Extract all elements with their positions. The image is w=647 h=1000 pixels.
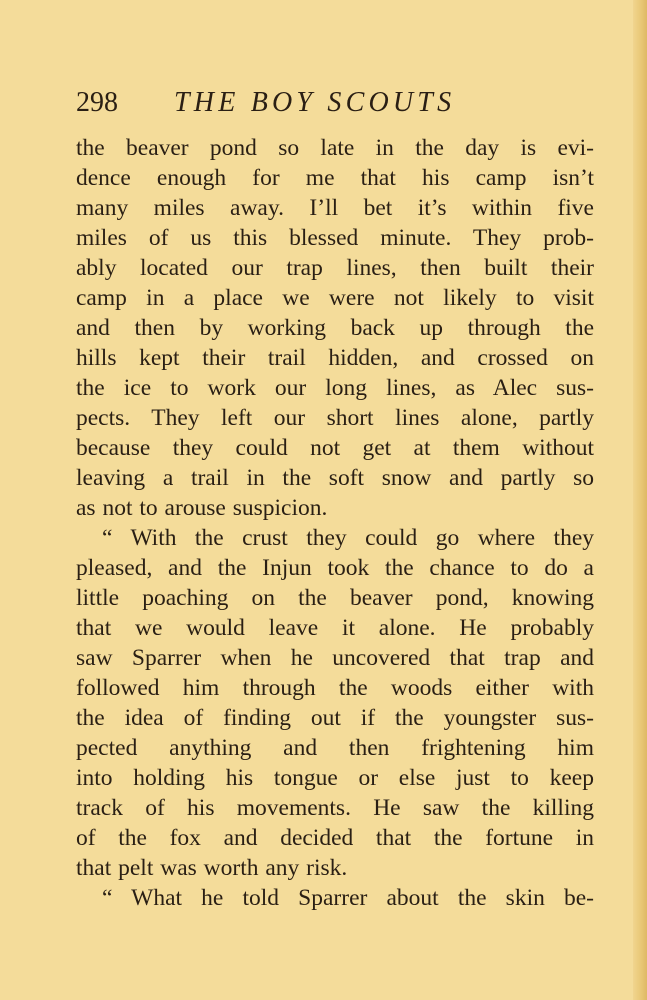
text-line: “ What he told Sparrer about the skin be- <box>102 885 594 911</box>
text-line: leaving a trail in the soft snow and partly so <box>76 465 594 491</box>
text-line: followed him through the woods either with <box>76 675 594 701</box>
text-line: miles of us this blessed minute. They prob- <box>76 225 594 251</box>
text-line: and then by working back up through the <box>76 315 594 341</box>
text-line: dence enough for me that his camp isn’t <box>76 165 594 191</box>
text-line: the ice to work our long lines, as Alec sus- <box>76 375 594 401</box>
text-line: the idea of finding out if the youngster sus- <box>76 705 594 731</box>
text-line: because they could not get at them without <box>76 435 594 461</box>
text-line: little poaching on the beaver pond, knowing <box>76 585 594 611</box>
text-line: saw Sparrer when he uncovered that trap and <box>76 645 594 671</box>
text-line: into holding his tongue or else just to keep <box>76 765 594 791</box>
text-line: track of his movements. He saw the killing <box>76 795 594 821</box>
page-edge <box>633 0 647 1000</box>
text-line: the beaver pond so late in the day is evi- <box>76 135 594 161</box>
text-line: ably located our trap lines, then built their <box>76 255 594 281</box>
text-line: camp in a place we were not likely to visit <box>76 285 594 311</box>
text-line: pleased, and the Injun took the chance to do a <box>76 555 594 581</box>
page-number: 298 <box>76 87 118 118</box>
text-line: that we would leave it alone. He probably <box>76 615 594 641</box>
text-line: many miles away. I’ll bet it’s within five <box>76 195 594 221</box>
text-line: of the fox and decided that the fortune in <box>76 825 594 851</box>
text-line: that pelt was worth any risk. <box>76 855 348 881</box>
text-line: as not to arouse suspicion. <box>76 495 328 521</box>
text-line: “ With the crust they could go where they <box>102 525 594 551</box>
running-header <box>76 83 596 123</box>
text-line: pects. They left our short lines alone, partly <box>76 405 594 431</box>
body-text <box>76 133 594 913</box>
text-line: pected anything and then frightening him <box>76 735 594 761</box>
text-line: hills kept their trail hidden, and crossed on <box>76 345 594 371</box>
running-title: THE BOY SCOUTS <box>174 87 456 118</box>
